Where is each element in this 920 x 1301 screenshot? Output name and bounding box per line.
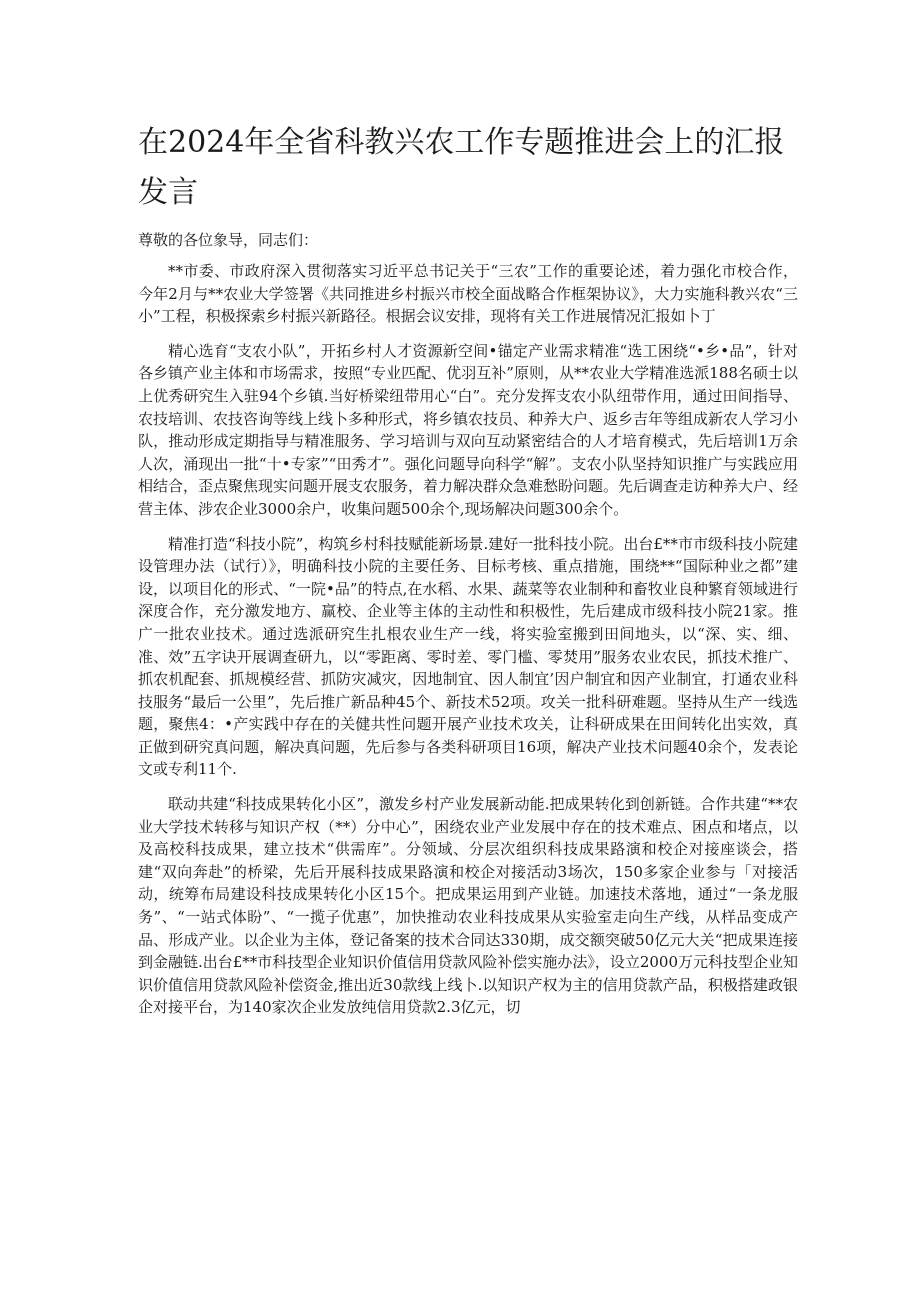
paragraph-intro: **市委、市政府深入贯彻落实习近平总书记关于“三农”工作的重要论述，着力强化市校合作，今年2月与**农业大学签署《共同推进乡村振兴市校全面战略合作框架协议》，大力实施科教兴农“三小”工程，积极探索乡村振兴新路径。根据会议安排，现将有关工作进展情况汇报如卜丁 bbox=[138, 262, 798, 326]
document-title: 在2024年全省科教兴农工作专题推进会上的汇报发言 bbox=[138, 125, 785, 210]
paragraph-transfer-zones: 联动共建“科技成果转化小区”，激发乡村产业发展新动能.把成果转化到创新链。合作共建“**农业大学技术转移与知识产权（**）分中心”，困绕农业产业发展中存在的技术难点、困点和堵点，以及高校科技成果，建立技术“供需库”。分领域、分层次组织科技成果路演和校企对接座谈会，搭建“双向奔赴”的桥梁，先后开展科技成果路演和校企对接活动3场次，150多家企业参与「对接活动，统筹布局建设科技成果转化小区15个。把成果运用到产业链。加速技术落地，通过“一条龙服务”、“一站式体盼”、“一揽子优惠”，加快推动农业科技成果从实验室走向生产线，从样品变成产品、形成产业。以企业为主体，登记备案的技术合同达330期，成交额突破50亿元大关“把成果连接到金融链.出台£**市科技型企业知识价值信用贷款风险补偿实施办法》，设立2000万元科技型企业知识价值信用贷款风险补偿资金,推出近30款线上线卜.以知识产权为主的信用贷款产品，积极搭建政银企对接平台，为140家次企业发放纯信用贷款2.3亿元，切 bbox=[138, 795, 798, 1017]
salutation: 尊敬的各位象导，同志们： bbox=[138, 231, 319, 249]
paragraph-science-courtyards: 精准打造“科技小院”，构筑乡村科技赋能新场景.建好一批科技小院。出台£**市市级科技小院建设管理办法（试行）》，明确科技小院的主要任务、目标考核、重点措施，围绕**“国际种业之都”建设，以项目化的形式、“一院•品”的特点,在水稻、水果、蔬菜等农业制种和畜牧业良种繁育领域进行深度合作，充分激发地方、赢校、企业等主体的主动性和积极性，先后建成市级科技小院21家。推广一批农业技术。通过选派研究生扎根农业生产一线，将实验室搬到田间地头，以“深、实、细、准、效”五字诀开展调查研九，以“零距离、零时差、零门槛、零焚用”服务农业农民，抓技术推广、抓农机配套、抓规模经营、抓防灾减灾，因地制宜、因人制宜’因户制宜和因产业制宜，打通农业科技服务“最后一公里”，先后推广新品种45个、新技术52项。攻关一批科研难题。坚持从生产一线选题，聚焦4：•产实践中存在的关健共性问题开展产业技术攻关，让科研成果在田间转化出实效，真正做到研究真问题，解决真问题，先后参与各类科研项目16项，解决产业技术问题40余个，发表论文或专利11个. bbox=[138, 534, 798, 779]
document-page bbox=[138, 118, 798, 1031]
paragraph-support-teams: 精心选育“支农小队”，开拓乡村人才资源新空间•锚定产业需求精准“选工困绕“•乡•品”，针对各乡镇产业主体和市场需求，按照“专业匹配、优羽互补”原则，从**农业大学精准选派188名硕士以上优秀研究生入驻94个乡镇.当好桥梁纽带用心“白”。充分发挥支农小队纽带作用，通过田间指导、农技培训、农技咨询等线上线卜多种形式，将乡镇农技员、种养大户、返乡吉年等组成新农人学习小队，推动形成定期指导与精准服务、学习培训与双向互动紧密结合的人才培育模式，先后培训1万余人次，涌现出一批“十•专家”“田秀才”。强化问题导向科学“解”。支农小队坚持知识推广与实践应用相结合，歪点聚焦现实问题开展支农服务，着力解决群众急难愁盼问题。先后调查走访种养大户、经营主体、涉农企业3000余户，收集问题500余个,现场解决问题300余个。 bbox=[138, 341, 799, 518]
